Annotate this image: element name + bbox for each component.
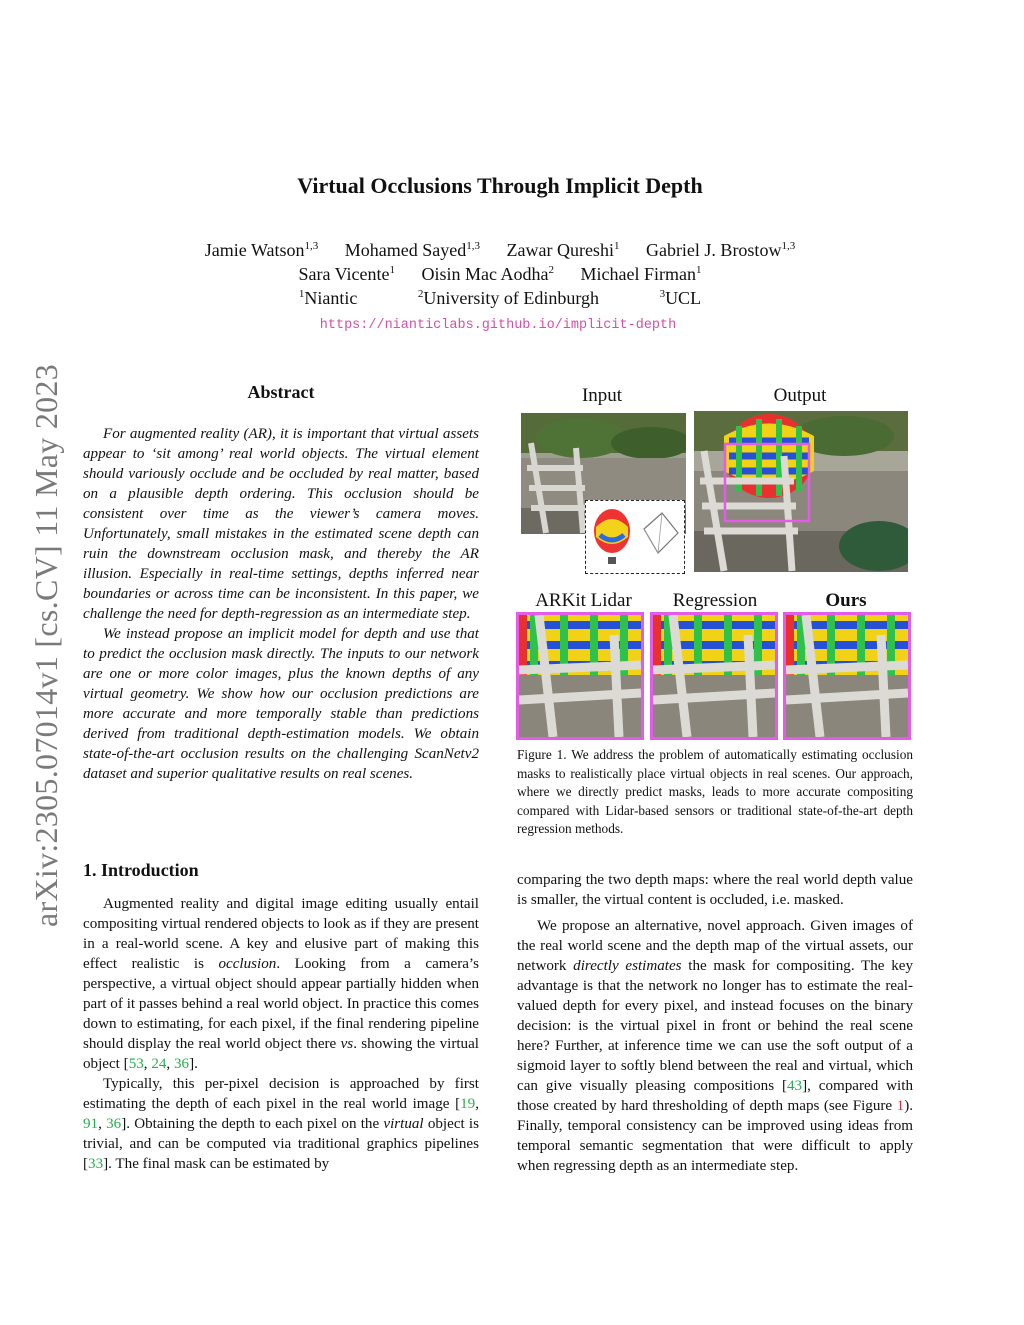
abstract-heading: Abstract <box>247 382 315 402</box>
arxiv-stamp <box>22 340 72 950</box>
citation-link[interactable]: 36 <box>106 1116 122 1132</box>
citation-link[interactable]: 36 <box>173 1056 190 1072</box>
figure-result-ours <box>783 612 911 740</box>
author: Mohamed Sayed$^{1,3}$ <box>344 240 480 260</box>
body-paragraph: We propose an alternative, novel approach. Given images of the real world scene and the depth map of the virtual assets, our network directly estimates the mask for compositing. The key advantage is that the network no longer has to estimate the real-valued depth for every pixel, and instead focuses on the binary decision: is the virtual pixel in front or behind the real scene here? Further, at inference time we can use the soft output of a sigmoid layer to softly blend between the real and virtual, which can give visually pleasing compositions [43], compared with those created by hard thresholding of depth maps (see Figure 1). Finally, temporal consistency can be improved using ideas from temporal semantic segmentation that were difficult to apply when regressing depth as an intermediate step. <box>517 918 913 1174</box>
author: Michael Firman$^1$ <box>580 264 702 284</box>
figure-result-regression <box>650 612 778 740</box>
paper-title: Virtual Occlusions Through Implicit Depth <box>297 173 703 198</box>
affiliation: $^3$UCL <box>659 288 702 308</box>
figure-ref-link[interactable]: 1 <box>896 1098 905 1114</box>
intro-paragraph: Augmented reality and digital image editing usually entail compositing virtual rendered objects to look as if they are present in a real-world scene. A key and elusive part of making this effect realistic is occlusion. Looking from a camera’s perspective, a virtual object should appear partially hidden when part of it passes behind a real world object. In practice this comes down to estimating, for each pixel, if the final rendering pipeline should display the real world object there vs. showing the virtual object [53, 24, 36]. <box>83 896 479 1072</box>
figure-label-ours: Ours <box>825 590 867 611</box>
affiliation: $^1$Niantic <box>298 288 358 308</box>
citation-link[interactable]: 33 <box>88 1156 104 1172</box>
figure-virtual-asset-inset <box>585 500 685 574</box>
author: Oisin Mac Aodha$^2$ <box>421 264 555 284</box>
project-url-link[interactable]: https://nianticlabs.github.io/implicit-depth <box>319 318 677 333</box>
citation-link[interactable]: 43 <box>786 1078 803 1094</box>
authors-line-1 <box>0 240 1000 261</box>
arxiv-stamp-text: arXiv:2305.07014v1 [cs.CV] 11 May 2023 <box>28 363 65 927</box>
abstract-body <box>83 424 479 784</box>
intro-paragraph: Typically, this per-pixel decision is approached by first estimating the depth of each pixel in the real world image [19, 91, 36]. Obtaining the depth to each pixel on the virtual object is trivial, and can be computed via traditional graphics pipelines [33]. The final mask can be estimated by <box>83 1076 480 1172</box>
figure-label-regression: Regression <box>672 590 758 611</box>
intro-body <box>83 894 479 1174</box>
citation-link[interactable]: 91 <box>83 1116 99 1132</box>
figure-label-output: Output <box>773 385 827 406</box>
figure-label-arkit-lidar: ARKit Lidar <box>535 590 632 611</box>
citation-link[interactable]: 53 <box>128 1056 144 1072</box>
citation-link[interactable]: 24 <box>151 1056 167 1072</box>
citation-link[interactable]: 19 <box>460 1096 476 1112</box>
body-paragraph: comparing the two depth maps: where the real world depth value is smaller, the virtual content is occluded, i.e. masked. <box>517 872 913 908</box>
author: Zawar Qureshi$^1$ <box>506 240 620 260</box>
figure-label-input: Input <box>581 385 623 406</box>
right-column-body <box>517 870 913 1176</box>
figure-output-photo <box>694 411 908 572</box>
abstract-paragraph: We instead propose an implicit model for depth and use that to predict the occlusion mask directly. The inputs to our network are one or more color images, plus the known depths of any virtual geometry. We show how our occlusion predictions are more accurate and more temporally stable than predictions derived from traditional depth-estimation models. We obtain state-of-the-art occlusion results on the challenging ScanNetv2 dataset and superior qualitative results on real scenes. <box>83 626 479 782</box>
affiliations <box>0 288 1000 309</box>
author: Sara Vicente$^1$ <box>298 264 396 284</box>
author: Gabriel J. Brostow$^{1,3}$ <box>645 240 796 260</box>
abstract-paragraph: For augmented reality (AR), it is important that virtual assets appear to ‘sit among’ real world objects. The virtual element should variously occlude and be occluded by real matter, based on a plausible depth ordering. This occlusion should be consistent over time as the viewer’s camera moves. Unfortunately, small mistakes in the estimated scene depth can ruin the downstream occlusion mask, and thereby the AR illusion. Especially in real-time settings, depths inferred near boundaries or across time can be inconsistent. In this paper, we challenge the need for depth-regression as an intermediate step. <box>83 426 479 622</box>
affiliation: $^2$University of Edinburgh <box>417 288 600 308</box>
authors-line-2 <box>0 264 1000 285</box>
figure-caption: Figure 1. We address the problem of automatically estimating occlusion masks to realistically place virtual objects in real scenes. Our approach, where we directly predict masks, leads to more accurate compositing compared with Lidar-based sensors or traditional state-of-the-art depth regression methods. <box>517 747 913 836</box>
section-heading-introduction: 1. Introduction <box>83 860 199 880</box>
figure-result-arkit-lidar <box>516 612 644 740</box>
author: Jamie Watson$^{1,3}$ <box>204 240 319 260</box>
